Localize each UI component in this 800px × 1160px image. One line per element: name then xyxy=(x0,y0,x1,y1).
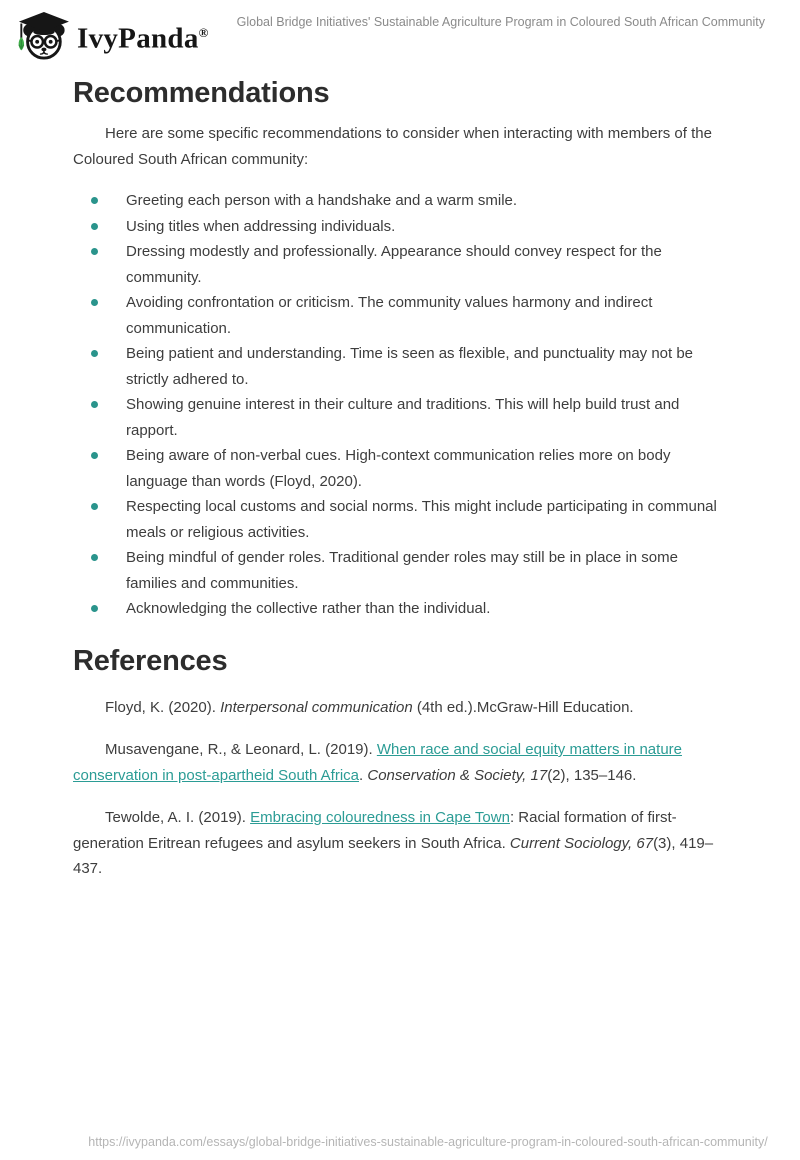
registered-mark: ® xyxy=(198,25,209,40)
page-footer xyxy=(0,1135,800,1149)
list-item xyxy=(73,596,727,622)
reference-link[interactable]: When race and social equity matters in nature conservation in post-apartheid South Africa xyxy=(73,741,682,784)
reference-journal: Conservation & Society, 17 xyxy=(367,766,548,784)
list-item xyxy=(73,214,727,240)
document-body xyxy=(0,76,800,882)
brand[interactable] xyxy=(14,8,209,64)
bullet-icon xyxy=(91,401,98,408)
list-item-text: Acknowledging the collective rather than the individual. xyxy=(126,600,491,617)
reference-entry xyxy=(73,737,727,788)
list-item xyxy=(73,239,727,290)
bullet-icon xyxy=(91,605,98,612)
reference-work-title: Interpersonal communication xyxy=(220,698,413,716)
list-item xyxy=(73,545,727,596)
list-item-text: Respecting local customs and social norms. This might include participating in communal meals or religious activities. xyxy=(126,498,717,541)
reference-link[interactable]: Embracing colouredness in Cape Town xyxy=(250,809,510,826)
list-item xyxy=(73,494,727,545)
reference-text: (4th ed.).McGraw-Hill Education. xyxy=(412,698,634,716)
list-item-text: Using titles when addressing individuals. xyxy=(126,217,396,235)
bullet-icon xyxy=(91,554,98,561)
reference-text: Musavengane, R., & Leonard, L. (2019). xyxy=(105,741,377,758)
brand-name xyxy=(77,8,209,64)
reference-journal: Current Sociology, 67 xyxy=(509,834,654,852)
list-item xyxy=(73,188,727,214)
reference-entry xyxy=(73,805,727,882)
bullet-icon xyxy=(91,223,98,230)
list-item-text: Being patient and understanding. Time is seen as flexible, and punctuality may not be strictly adhered to. xyxy=(126,345,694,388)
bullet-icon xyxy=(91,248,98,255)
bullet-icon xyxy=(91,452,98,459)
brand-name-text: IvyPanda xyxy=(77,22,199,55)
reference-text: (3), 419–437. xyxy=(73,834,714,877)
list-item-text: Being mindful of gender roles. Traditional gender roles may still be in place in some families and communities. xyxy=(126,549,678,592)
list-item-text: Dressing modestly and professionally. Appearance should convey respect for the community. xyxy=(126,243,662,286)
list-item xyxy=(73,443,727,494)
reference-text: Tewolde, A. I. (2019). xyxy=(105,809,251,826)
reference-text: Floyd, K. (2020). xyxy=(105,698,221,716)
list-item-text: Avoiding confrontation or criticism. The community values harmony and indirect communication. xyxy=(126,294,653,337)
list-item-text: Showing genuine interest in their culture and traditions. This will help build trust and rapport. xyxy=(126,396,680,439)
list-item xyxy=(73,290,727,341)
page-header xyxy=(0,0,800,58)
bullet-icon xyxy=(91,503,98,510)
reference-text: (2), 135–146. xyxy=(547,766,637,784)
list-item-text: Greeting each person with a handshake and a warm smile. xyxy=(126,192,518,209)
bullet-icon xyxy=(91,197,98,204)
references-heading: References xyxy=(73,644,228,677)
recommendations-heading: Recommendations xyxy=(73,77,330,109)
document-title: Global Bridge Initiatives' Sustainable Agriculture Program in Coloured South African Community xyxy=(236,15,765,29)
intro-paragraph: Here are some specific recommendations to consider when interacting with members of the Coloured South African community: xyxy=(73,125,712,168)
bullet-icon xyxy=(91,299,98,306)
reference-entry xyxy=(73,695,727,721)
ivypanda-panda-logo-icon xyxy=(14,11,70,61)
reference-text: : Racial formation of first-generation Eritrean refugees and asylum seekers in South Africa. xyxy=(73,809,677,852)
recommendations-list xyxy=(73,188,727,622)
list-item-text: Being aware of non-verbal cues. High-context communication relies more on body language than words (Floyd, 2020). xyxy=(126,447,671,490)
list-item xyxy=(73,392,727,443)
list-item xyxy=(73,341,727,392)
source-url: https://ivypanda.com/essays/global-bridge-initiatives-sustainable-agriculture-program-in-coloured-south-african-community/ xyxy=(88,1135,768,1149)
bullet-icon xyxy=(91,350,98,357)
reference-text: . xyxy=(359,766,368,784)
